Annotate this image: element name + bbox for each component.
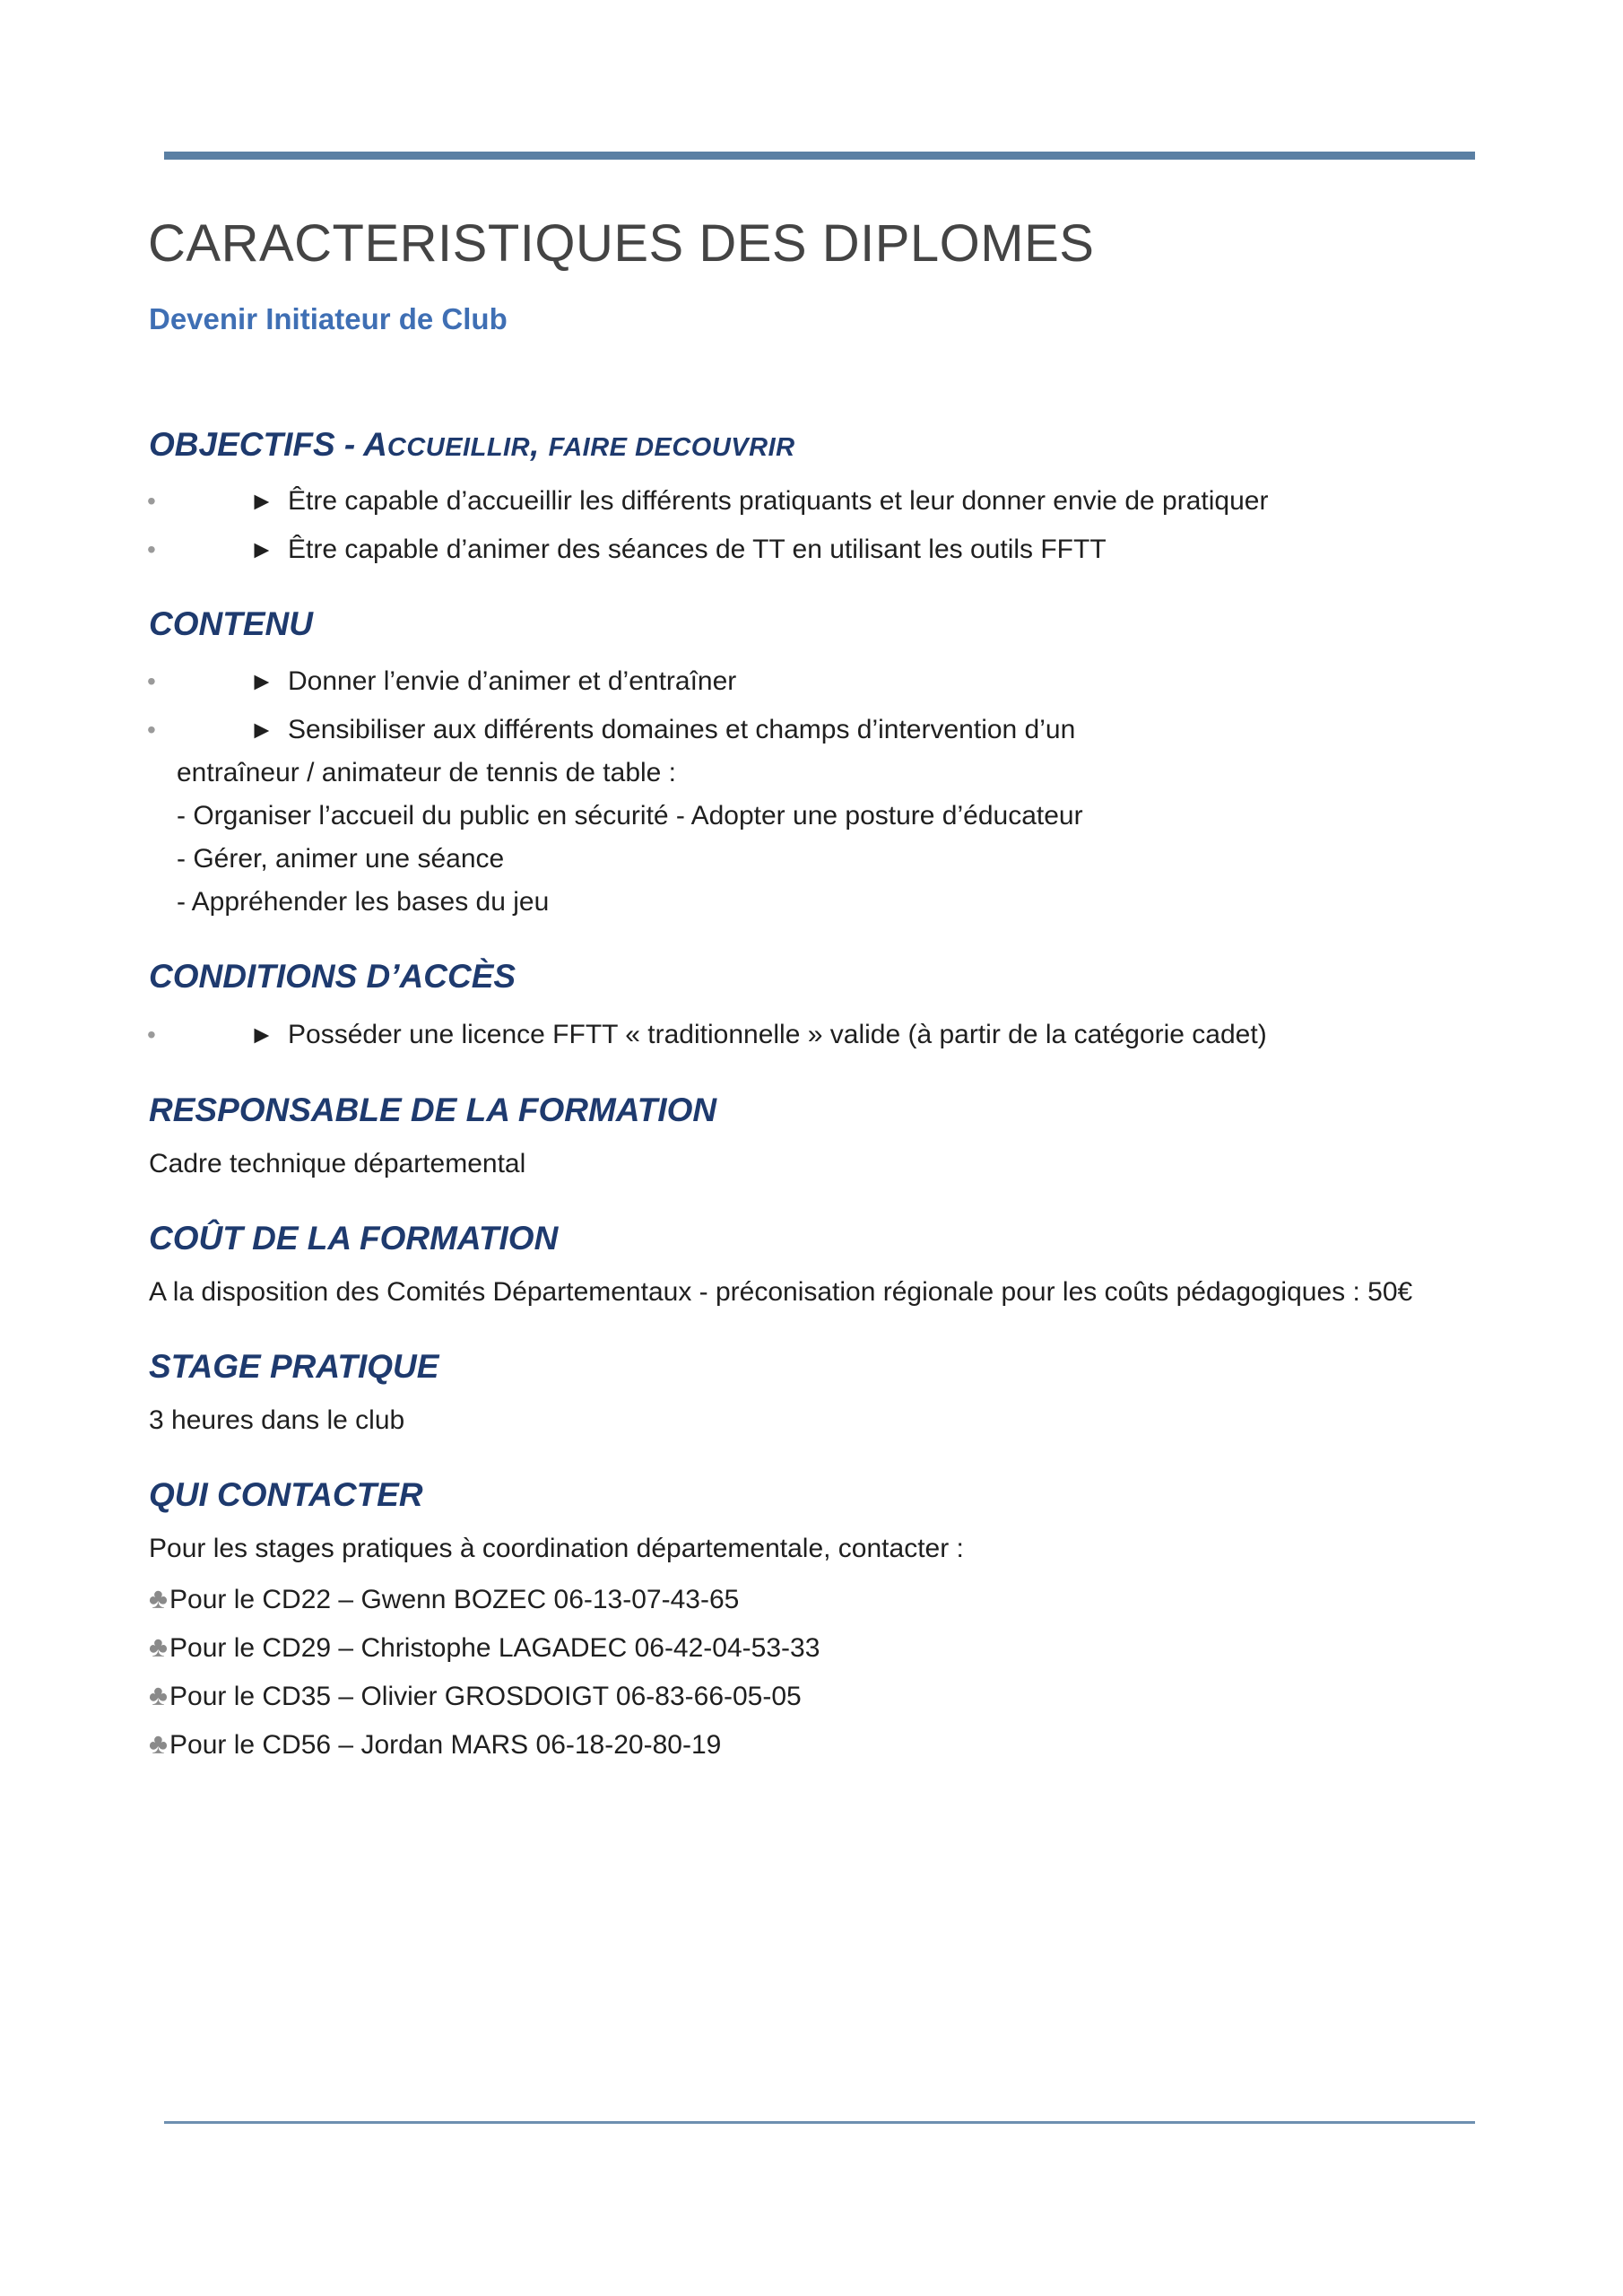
objectifs-heading (149, 426, 795, 464)
contenu-item: Donner l’envie d’animer et d’entraîner (288, 666, 737, 696)
stage-text: 3 heures dans le club (149, 1405, 405, 1435)
contenu-continuation: - Appréhender les bases du jeu (177, 887, 550, 917)
contact-intro: Pour les stages pratiques à coordination départementale, contacter : (149, 1534, 964, 1563)
arrow-icon: ► (249, 1021, 274, 1048)
contenu-continuation: entraîneur / animateur de tennis de table : (177, 758, 677, 787)
responsable-heading: RESPONSABLE DE LA FORMATION (149, 1091, 717, 1128)
arrow-icon: ► (249, 487, 274, 515)
contact-entry-text: Pour le CD22 – Gwenn BOZEC 06-13-07-43-65 (169, 1585, 740, 1614)
club-icon: ♣ (149, 1582, 168, 1614)
responsable-text: Cadre technique départemental (149, 1149, 526, 1178)
contact-entry (149, 1727, 721, 1761)
club-icon: ♣ (149, 1631, 168, 1663)
arrow-icon: ► (249, 535, 274, 563)
objectifs-heading-a-rest: CCUEILLIR (386, 433, 531, 462)
objectif-item: Être capable d’animer des séances de TT en utilisant les outils FFTT (288, 535, 1107, 564)
bullet-dot: • (147, 535, 156, 563)
footer-rule (164, 2121, 1475, 2124)
club-icon: ♣ (149, 1727, 168, 1760)
contact-entry (149, 1582, 739, 1615)
bullet-dot: • (147, 716, 156, 744)
contenu-item: Sensibiliser aux différents domaines et champs d’intervention d’un (288, 715, 1076, 744)
club-icon: ♣ (149, 1679, 168, 1711)
contact-heading: QUI CONTACTER (149, 1476, 423, 1513)
conditions-item: Posséder une licence FFTT « traditionnelle » valide (à partir de la catégorie cadet) (288, 1020, 1267, 1049)
header-rule (164, 152, 1475, 160)
contenu-continuation: - Organiser l’accueil du public en sécurité - Adopter une posture d’éducateur (177, 801, 1083, 831)
contenu-heading: CONTENU (149, 605, 313, 642)
arrow-icon: ► (249, 716, 274, 744)
contact-entry-text: Pour le CD29 – Christophe LAGADEC 06-42-04-53-33 (169, 1633, 820, 1663)
objectifs-heading-a-cap: A (363, 426, 387, 463)
page-subtitle: Devenir Initiateur de Club (149, 302, 508, 335)
contact-entry (149, 1631, 820, 1664)
bullet-dot: • (147, 667, 156, 695)
contact-entry-text: Pour le CD56 – Jordan MARS 06-18-20-80-19 (169, 1730, 722, 1760)
page-title: CARACTERISTIQUES DES DIPLOMES (148, 214, 1095, 273)
objectifs-heading-f-rest: FAIRE DECOUVRIR (548, 433, 795, 462)
objectifs-heading-main: OBJECTIFS - (149, 426, 364, 463)
objectif-item: Être capable d’accueillir les différents pratiquants et leur donner envie de pratiquer (288, 486, 1269, 516)
cout-heading: COÛT DE LA FORMATION (149, 1220, 559, 1257)
cout-text: A la disposition des Comités Départementaux - préconisation régionale pour les coûts pédagogiques : 50€ (149, 1277, 1413, 1307)
bullet-dot: • (147, 1021, 156, 1048)
stage-heading: STAGE PRATIQUE (149, 1348, 439, 1385)
conditions-heading: CONDITIONS D’ACCÈS (149, 958, 516, 995)
objectifs-heading-sep: , (530, 426, 549, 463)
bullet-dot: • (147, 487, 156, 515)
arrow-icon: ► (249, 667, 274, 695)
contenu-continuation: - Gérer, animer une séance (177, 844, 505, 874)
contact-entry-text: Pour le CD35 – Olivier GROSDOIGT 06-83-66-05-05 (169, 1682, 802, 1711)
contact-entry (149, 1679, 802, 1712)
